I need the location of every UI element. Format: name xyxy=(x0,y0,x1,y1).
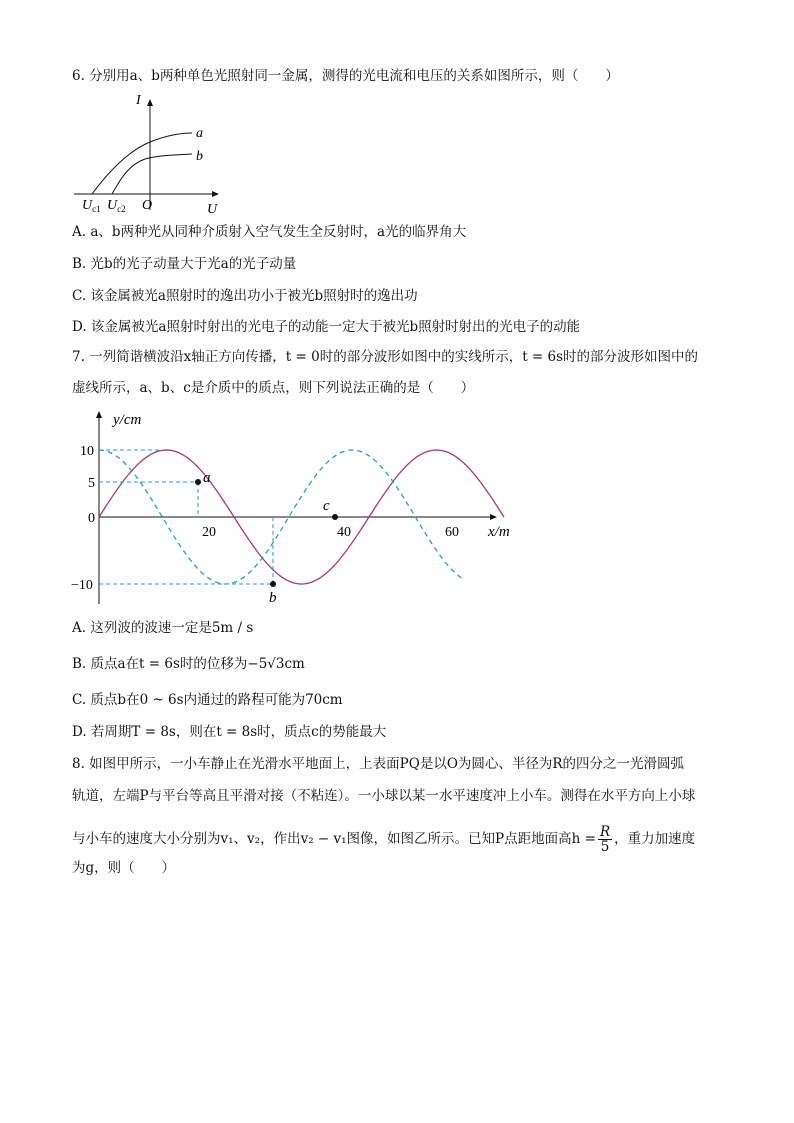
q8-frac-num: R xyxy=(599,824,611,840)
q8-line3 xyxy=(72,818,695,862)
q6-option-c: C. 该金属被光a照射时的逸出功小于被光b照射时的逸出功 xyxy=(72,288,418,304)
q8-line3-b: ，重力加速度 xyxy=(614,831,696,847)
q6-label-b: b xyxy=(196,149,203,164)
q6-option-a: A. a、b两种光从同种介质射入空气发生全反射时，a光的临界角大 xyxy=(72,224,467,240)
q6-photocurrent-figure xyxy=(70,90,230,218)
q7-ytick-neg10: −10 xyxy=(71,578,93,593)
q7-option-a: A. 这列波的波速一定是5m / s xyxy=(72,620,254,636)
q8-line2: 轨道，左端P与平台等高且平滑对接（不粘连）。一小球以某一水平速度冲上小车。测得在水平方向上小球 xyxy=(72,788,696,804)
q6-uc2: $U_{c2}$ xyxy=(107,198,126,214)
q8-frac-den: 5 xyxy=(600,839,610,855)
q7-stem-line2: 虚线所示，a、b、c是介质中的质点，则下列说法正确的是（ ） xyxy=(72,380,475,396)
q7-ytick-10: 10 xyxy=(80,444,94,459)
q8-line4: 为g，则（ ） xyxy=(72,860,176,876)
q8-line1: 8. 如图甲所示，一小车静止在光滑水平地面上，上表面PQ是以O为圆心、半径为R的四分之一光滑圆弧 xyxy=(72,756,685,772)
q6-ylabel: I xyxy=(136,93,141,108)
q7-xtick-20: 20 xyxy=(202,525,216,540)
q6-option-b: B. 光b的光子动量大于光a的光子动量 xyxy=(72,256,297,272)
q6-origin: O xyxy=(142,198,153,213)
q7-option-d: D. 若周期T = 8s，则在t = 8s时，质点c的势能最大 xyxy=(72,724,387,740)
q7-stem-line1: 7. 一列简谐横波沿x轴正方向传播，t = 0时的部分波形如图中的实线所示，t = 6s时的部分波形如图中的 xyxy=(72,349,699,365)
q6-stem: 6. 分别用a、b两种单色光照射同一金属，测得的光电流和电压的关系如图所示，则（ ） xyxy=(72,68,619,84)
q6-xlabel: U xyxy=(207,202,218,217)
q7-point-a xyxy=(195,479,201,485)
q7-point-c xyxy=(332,514,338,520)
q7-label-b: b xyxy=(269,590,277,606)
q7-label-c: c xyxy=(323,498,330,514)
q6-curve-a xyxy=(92,133,192,194)
q6-uc1: $U_{c1}$ xyxy=(82,198,101,214)
q7-xtick-40: 40 xyxy=(337,525,351,540)
q7-point-b xyxy=(270,581,276,587)
q6-label-a: a xyxy=(196,126,203,141)
q6-curve-b xyxy=(112,154,192,194)
q7-ylabel: y/cm xyxy=(113,412,142,428)
q7-label-a: a xyxy=(203,470,211,486)
q7-xlabel: x/m xyxy=(488,524,510,540)
q6-option-d: D. 该金属被光a照射时射出的光电子的动能一定大于被光b照射时射出的光电子的动能 xyxy=(72,319,581,335)
q8-fraction xyxy=(598,825,612,854)
q7-ytick-0: 0 xyxy=(88,511,95,526)
q7-option-b: B. 质点a在t = 6s时的位移为−5√3cm xyxy=(72,656,305,672)
q8-line3-a: 与小车的速度大小分别为v₁、v₂，作出v₂ − v₁图像，如图乙所示。已知P点距地面高h = xyxy=(72,831,596,847)
q7-wave-figure xyxy=(71,404,520,610)
q7-option-c: C. 质点b在0 ~ 6s内通过的路程可能为70cm xyxy=(72,692,343,708)
q7-ytick-5: 5 xyxy=(88,476,95,491)
q7-xtick-60: 60 xyxy=(445,525,459,540)
